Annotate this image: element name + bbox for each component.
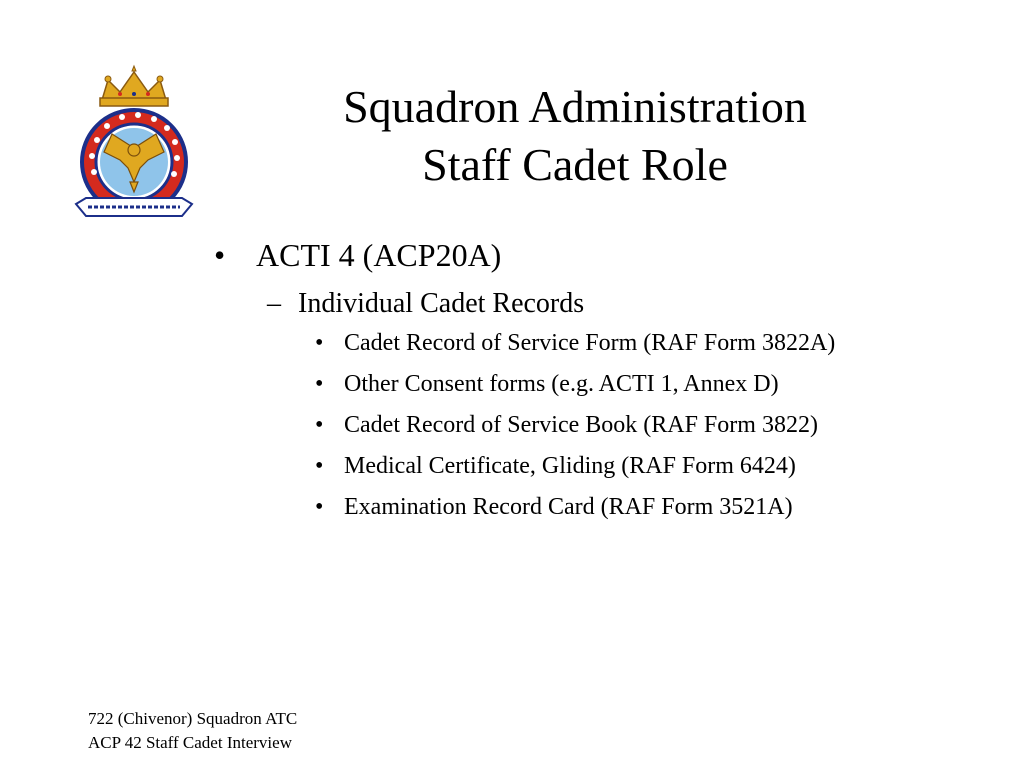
list-item [212, 451, 992, 481]
list-item [212, 410, 992, 440]
list-item-text: Examination Record Card (RAF Form 3521A) [344, 494, 793, 520]
list-item-text: Other Consent forms (e.g. ACTI 1, Annex D) [344, 371, 779, 397]
bullet-level-2 [212, 284, 992, 324]
list-item-text: Cadet Record of Service Book (RAF Form 3822) [344, 412, 818, 438]
crown-icon [100, 66, 168, 106]
title-line-1: Squadron Administration [343, 81, 807, 132]
bullet-mark: • [315, 371, 324, 397]
list-item [212, 492, 992, 522]
footer-line-1: 722 (Chivenor) Squadron ATC [88, 709, 298, 728]
bullet-mark: • [214, 237, 226, 273]
bullet-mark: • [315, 412, 324, 438]
list-item [212, 369, 992, 399]
slide-title [240, 78, 910, 194]
list-item [212, 328, 992, 358]
bullet-mark: • [315, 330, 324, 356]
bullet-mark: • [315, 453, 324, 479]
sub-bullet-text: Individual Cadet Records [298, 288, 585, 319]
bullet-level-1 [212, 232, 992, 278]
slide-footer [88, 707, 297, 755]
footer-line-2: ACP 42 Staff Cadet Interview [88, 733, 292, 752]
dash-mark: – [267, 288, 281, 319]
bullet-text: ACTI 4 (ACP20A) [256, 237, 502, 273]
air-training-corps-crest-icon [72, 64, 196, 226]
record-list [212, 328, 992, 522]
list-item-text: Medical Certificate, Gliding (RAF Form 6424) [344, 453, 796, 479]
slide-content [212, 232, 992, 533]
title-line-2: Staff Cadet Role [422, 139, 728, 190]
list-item-text: Cadet Record of Service Form (RAF Form 3822A) [344, 330, 836, 356]
bullet-mark: • [315, 494, 324, 520]
